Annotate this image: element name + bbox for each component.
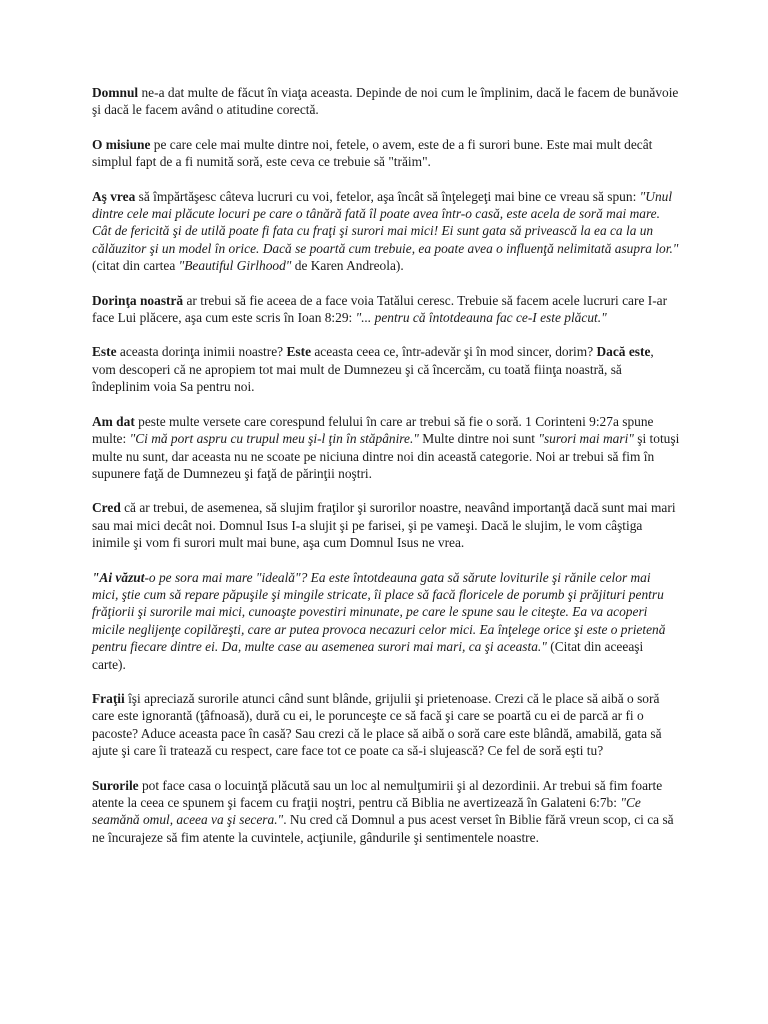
- paragraph-6: [92, 413, 680, 483]
- lead-word: O misiune: [92, 136, 151, 152]
- body-text: Multe dintre noi sunt: [418, 431, 539, 447]
- lead-word: Aş vrea: [92, 188, 136, 204]
- body-text: (Citat din aceeaşi carte).: [92, 639, 644, 672]
- document-page: [92, 84, 680, 863]
- paragraph-3: [92, 188, 680, 275]
- book-title: "Beautiful Girlhood": [178, 258, 292, 274]
- body-text: aceasta ceea ce, într-adevăr şi în mod sincer, dorim?: [311, 344, 597, 360]
- lead-word: "Ai văzut: [92, 569, 145, 585]
- paragraph-1: [92, 84, 680, 119]
- lead-word: Cred: [92, 500, 121, 516]
- paragraph-2: [92, 136, 680, 171]
- body-text: îşi apreciază surorile atunci când sunt blânde, grijulii şi prietenoase. Crezi că le place să aibă o soră care este ignorantă (ţâfnoasă), dură cu ei, le porunceşte ce să facă şi care se poartă cu ei de parcă ar fi o pacoste? Aduce aceasta pace în casă? Sau crezi că le place să aibă o soră care este blândă, amabilă, gata să ajute şi care îi tratează cu respect, care face tot ce poate ca să-i slujească? Ce fel de soră eşti tu?: [92, 690, 662, 759]
- quote-text: "Ce seamănă omul, aceea va şi secera.": [92, 795, 641, 828]
- body-text: să împărtăşesc câteva lucruri cu voi, fetelor, aşa încât să înţelegeţi mai bine ce vreau să spun:: [135, 188, 640, 204]
- quote-text: "Unul dintre cele mai plăcute locuri pe care o tânără fată îl poate avea într-o casă, este acela de soră mai mare. Cât de fericită şi de utilă poate fi fata cu fraţi şi surori mai mici! Ei sunt gata să privească la ea ca la un călăuzitor şi un model în orice. Dacă se poartă cum trebuie, ea poate avea o influenţă nelimitată asupra lor.": [92, 188, 679, 256]
- quote-text: "surori mai mari": [538, 431, 634, 447]
- body-text: că ar trebui, de asemenea, să slujim fraţilor şi surorilor noastre, neavând importanţă dacă sunt mai mari sau mai mici decât noi. Domnul Isus I-a slujit şi pe farisei, şi pe vameşi. Dacă le slujim, le vom câştiga inimile şi vom fi surori mult mai bune, aşa cum Domnul Isus ne vrea.: [92, 500, 676, 551]
- body-text: , vom descoperi că ne apropiem tot mai mult de Dumnezeu şi că încercăm, cu toată fiinţa noastră, să îndeplinim voia Sa pentru noi.: [92, 344, 654, 395]
- quote-text: "Ci mă port aspru cu trupul meu şi-l ţin în stăpânire.": [129, 431, 419, 447]
- paragraph-10: [92, 777, 680, 847]
- paragraph-7: [92, 499, 680, 551]
- lead-word: Surorile: [92, 777, 139, 793]
- body-text: ar trebui să fie aceea de a face voia Tatălui ceresc. Trebuie să facem acele lucruri care I-ar face Lui plăcere, aşa cum este scris în Ioan 8:29:: [92, 292, 668, 326]
- bold-word: Este: [286, 344, 312, 360]
- body-text: aceasta dorinţa inimii noastre?: [116, 344, 287, 360]
- paragraph-5: [92, 343, 680, 395]
- lead-word: Fraţii: [92, 690, 125, 706]
- lead-word: Dorinţa noastră: [92, 292, 184, 308]
- paragraph-9: [92, 690, 680, 760]
- bold-word: Dacă este: [596, 344, 651, 360]
- paragraph-4: [92, 292, 680, 327]
- quote-text: "... pentru că întotdeauna fac ce-I este plăcut.": [355, 310, 607, 326]
- body-text: pe care cele mai multe dintre noi, fetele, o avem, este de a fi surori bune. Este mai mult decât simplul fapt de a fi numită soră, este ceva ce trebuie să "trăim".: [92, 136, 653, 170]
- body-text: (citat din cartea: [92, 258, 179, 274]
- quote-text: -o pe sora mai mare "ideală"? Ea este întotdeauna gata să sărute loviturile şi rănile celor mai mici, ştie cum să repare păpuşile şi mingile stricate, îi place să facă floricele de porumb şi prăjituri pentru frăţiorii şi surorile mai mici, cunoaşte povestiri minunate, pe care le spune sau le citeşte. Ea va acoperi micile neglijenţe copilăreşti, care ar putea provoca necazuri celor mici. Ea înţelege orice şi este o prietenă pentru fiecare dintre ei. Da, multe case au asemenea surori mai mari, ca şi aceasta.": [92, 569, 666, 655]
- lead-word: Am dat: [92, 413, 135, 429]
- lead-word: Este: [92, 344, 117, 360]
- body-text: pot face casa o locuinţă plăcută sau un loc al nemulţumirii şi al dezordinii. Ar trebui să fim foarte atente la ceea ce spunem şi facem cu fraţii noştri, pentru că Biblia ne avertizează în Galateni 6:7b:: [92, 777, 663, 810]
- body-text: peste multe versete care corespund felului în care ar trebui să fie o soră. 1 Corinteni 9:27a spune multe:: [92, 413, 654, 447]
- paragraph-8: [92, 569, 680, 673]
- lead-word: Domnul: [92, 85, 139, 100]
- body-text: de Karen Andreola).: [291, 258, 404, 274]
- body-text: . Nu cred că Domnul a pus acest verset în Biblie fără vreun scop, ci ca să ne încurajeze să fim atente la cuvintele, acţiunile, gândurile şi sentimentele noastre.: [92, 812, 674, 845]
- body-text: ne-a dat multe de făcut în viaţa aceasta. Depinde de noi cum le împlinim, dacă le facem de bunăvoie şi dacă le facem având o atitudine corectă.: [92, 85, 679, 118]
- body-text: şi totuşi multe nu sunt, dar aceasta nu ne scoate pe niciuna dintre noi din această categorie. Noi ar trebui să fim în supunere faţă de Dumnezeu şi faţă de părinţii noştri.: [92, 431, 680, 481]
